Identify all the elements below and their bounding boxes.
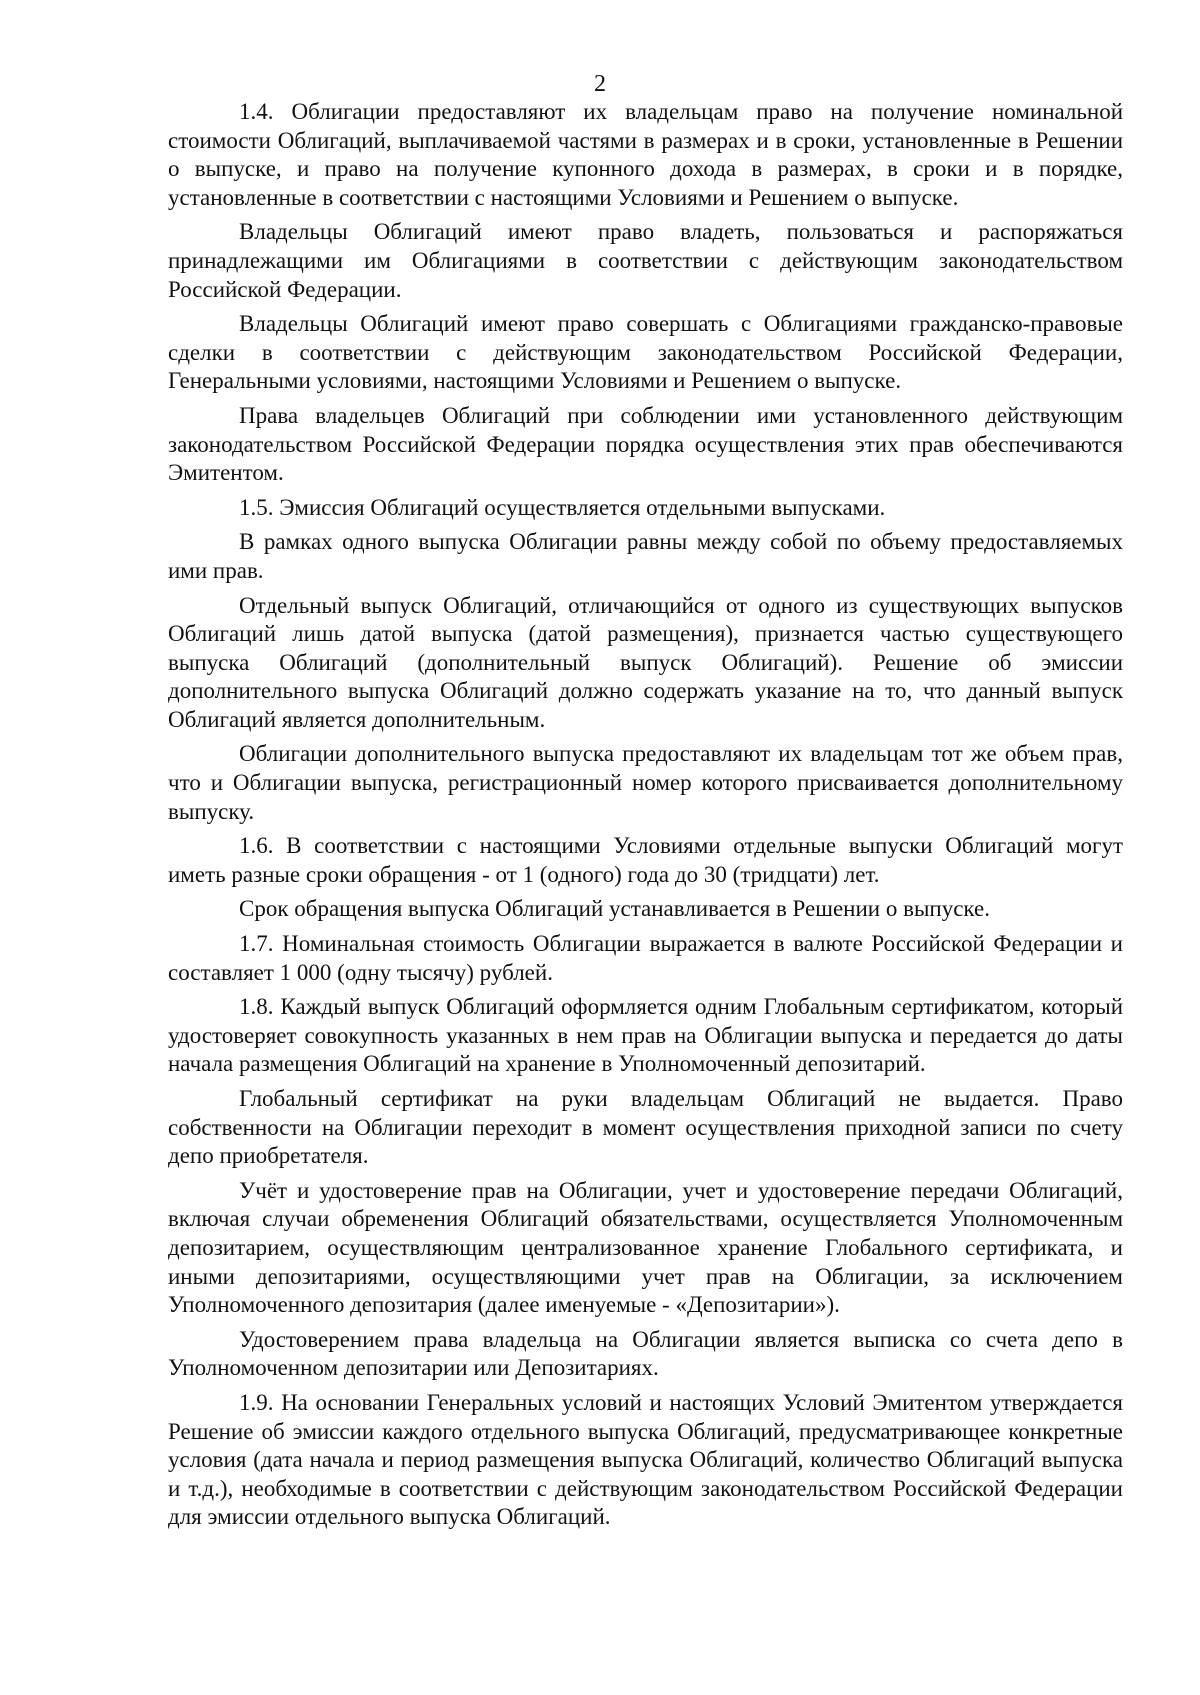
paragraph-global-certificate: Глобальный сертификат на руки владельцам Облигаций не выдается. Право собственности на Облигации переходит в момент осуществления приходной записи по счету депо приобретателя. bbox=[168, 1086, 1123, 1169]
paragraph-additional-issue: Отдельный выпуск Облигаций, отличающийся от одного из существующих выпусков Облигаций лишь датой выпуска (датой размещения), признается частью существующего выпуска Облигаций (дополнительный выпуск Облигаций). Решение об эмиссии дополнительного выпуска Облигаций должно содержать указание на то, что данный выпуск Облигаций является дополнительным. bbox=[168, 592, 1123, 732]
paragraph-equal-rights: В рамках одного выпуска Облигации равны между собой по объему предоставляемых ими прав. bbox=[168, 529, 1123, 583]
paragraph-1-5: 1.5. Эмиссия Облигаций осуществляется отдельными выпусками. bbox=[239, 494, 886, 520]
page-number: 2 bbox=[594, 71, 606, 97]
paragraph-owners-transactions: Владельцы Облигаций имеют право совершать с Облигациями гражданско-правовые сделки в соответствии с действующим законодательством Российской Федерации, Генеральными условиями, настоящими Условиями и Решением о выпуске. bbox=[168, 311, 1123, 394]
paragraph-certification: Удостоверением права владельца на Облигации является выписка со счета депо в Уполномоченном депозитарии или Депозитариях. bbox=[168, 1326, 1123, 1381]
paragraph-1-8: 1.8. Каждый выпуск Облигаций оформляется одним Глобальным сертификатом, который удостоверяет совокупность указанных в нем прав на Облигации выпуска и передается до даты начала размещения Облигаций на хранение в Уполномоченный депозитарий. bbox=[168, 994, 1123, 1077]
paragraph-1-4: 1.4. Облигации предоставляют их владельцам право на получение номинальной стоимости Облигаций, выплачиваемой частями в размерах и в сроки, установленные в Решении о выпуске, и право на получение купонного дохода в размерах, в сроки и в порядке, установленные в соответствии с настоящими Условиями и Решением о выпуске. bbox=[168, 99, 1123, 210]
paragraph-circulation-term: Срок обращения выпуска Облигаций устанавливается в Решении о выпуске. bbox=[239, 896, 990, 922]
paragraph-1-7: 1.7. Номинальная стоимость Облигации выражается в валюте Российской Федерации и составляет 1 000 (одну тысячу) рублей. bbox=[168, 931, 1123, 985]
paragraph-depositaries: Учёт и удостоверение прав на Облигации, учет и удостоверение передачи Облигаций, включая случаи обременения Облигаций обязательствами, осуществляется Уполномоченным депозитарием, осуществляющим централизованное хранение Глобального сертификата, и иными депозитариями, осуществляющими учет прав на Облигации, за исключением Уполномоченного депозитария (далее именуемые - «Депозитарии»). bbox=[168, 1177, 1123, 1318]
paragraph-1-6: 1.6. В соответствии с настоящими Условиями отдельные выпуски Облигаций могут иметь разные сроки обращения - от 1 (одного) года до 30 (тридцати) лет. bbox=[168, 833, 1123, 887]
paragraph-owners-rights: Владельцы Облигаций имеют право владеть, пользоваться и распоряжаться принадлежащими им Облигациями в соответствии с действующим законодательством Российской Федерации. bbox=[168, 219, 1123, 302]
document-body bbox=[168, 98, 1123, 1538]
paragraph-1-9: 1.9. На основании Генеральных условий и настоящих Условий Эмитентом утверждается Решение об эмиссии каждого отдельного выпуска Облигаций, предусматривающее конкретные условия (дата начала и период размещения выпуска Облигаций, количество Облигаций выпуска и т.д.), необходимые в соответствии с действующим законодательством Российской Федерации для эмиссии отдельного выпуска Облигаций. bbox=[168, 1389, 1123, 1530]
paragraph-additional-issue-rights: Облигации дополнительного выпуска предоставляют их владельцам тот же объем прав, что и Облигации выпуска, регистрационный номер которого присваивается дополнительному выпуску. bbox=[168, 741, 1123, 824]
paragraph-rights-secured: Права владельцев Облигаций при соблюдении ими установленного действующим законодательством Российской Федерации порядка осуществления этих прав обеспечиваются Эмитентом. bbox=[168, 402, 1123, 486]
